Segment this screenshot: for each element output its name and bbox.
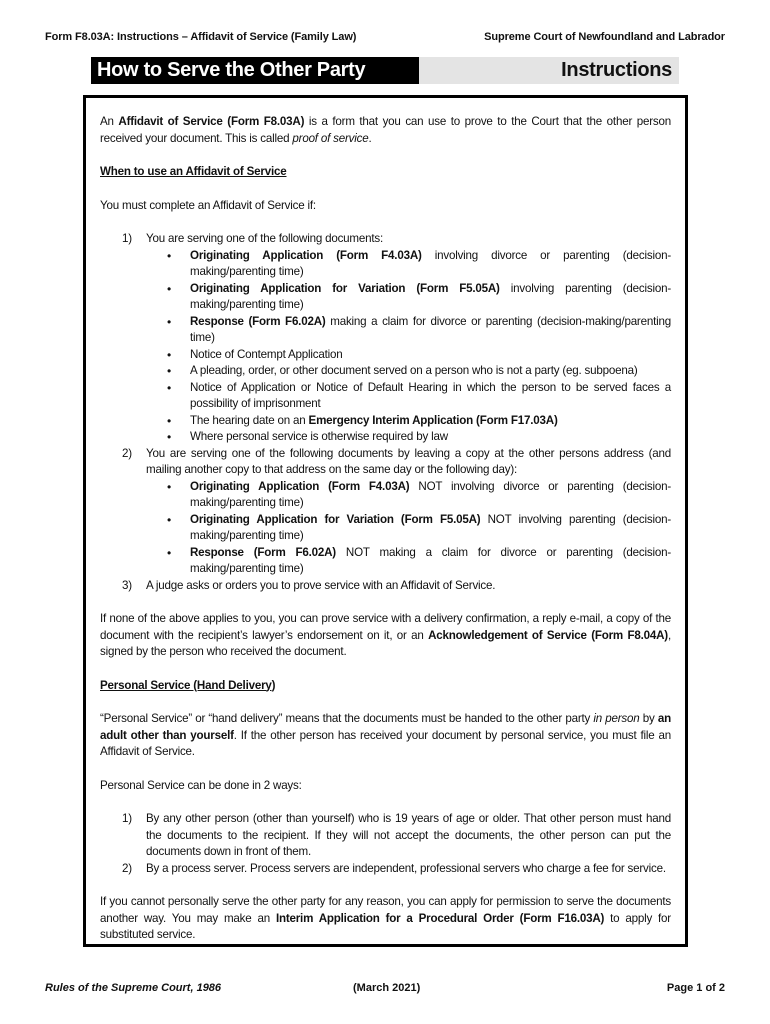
list-item: 2) By a process server. Process servers are independent, professional servers who charge a fee for service. [122,861,666,875]
ways-lead: Personal Service can be done in 2 ways: [100,778,302,792]
list-item: • Response (Form F6.02A) making a claim for divorce or parenting (decision-making/parenting time) [146,314,671,347]
list-item: • Notice of Application or Notice of Default Hearing in which the person to be served faces a possibility of imprisonment [146,380,671,413]
personal-service-heading: Personal Service (Hand Delivery) [100,678,276,692]
list-item: 3) A judge asks or orders you to prove service with an Affidavit of Service. [122,578,496,592]
intro-paragraph: An Affidavit of Service (Form F8.03A) is a form that you can use to prove to the Court that the other person received your document. This is called proof of service. [100,115,671,145]
when-lead: You must complete an Affidavit of Service if: [100,198,316,212]
alternative-proof-paragraph: If none of the above applies to you, you can prove service with a delivery confirmation, a reply e-mail, a copy of the document with the recipient’s lawyer’s endorsement on it, or an Acknowledgement of Service (Form F8.04A), signed by the person who received the document. [100,612,671,658]
page-title: How to Serve the Other Party [91,57,419,84]
list-item: • Originating Application (Form F4.03A) NOT involving divorce or parenting (decision-making/parenting time) [146,479,671,512]
list-item: • Notice of Contempt Application [146,347,671,364]
when-heading: When to use an Affidavit of Service [100,165,287,178]
bullet-list [146,479,671,578]
title-bar [91,57,679,84]
when-list [100,231,671,594]
list-item: • Where personal service is otherwise required by law [146,429,671,446]
header-court-name: Supreme Court of Newfoundland and Labrador [484,31,725,43]
list-item: • Response (Form F6.02A) NOT making a claim for divorce or parenting (decision-making/parenting time) [146,545,671,578]
ways-list [100,811,671,877]
header-form-title: Form F8.03A: Instructions – Affidavit of Service (Family Law) [45,31,357,43]
list-item: • The hearing date on an Emergency Interim Application (Form F17.03A) [146,413,671,430]
list-item: 1) You are serving one of the following documents: • Originating Application (Form F4.03A) involving divorce or parenting (decision-making/parenting time) • Originating Application for Variation (Form F5.05A) involving parenting (decision-making/parenting time) • Response (Form F6.02A) making a claim for divorce or parenting (decision-making/parenting time) • Notice of Contempt Application • A pleading, order, or other document served on a person who is not a party (eg. subpoena) • Notice of Application or Notice of Default Hearing in which the person to be served faces a possibility of imprisonment • The hearing date on an Emergency Interim Application (Form F17.03A) • Where personal service is otherwise required by law [100,231,671,446]
list-item: • Originating Application for Variation (Form F5.05A) NOT involving parenting (decision-making/parenting time) [146,512,671,545]
content-box [83,95,688,947]
substituted-service-paragraph: If you cannot personally serve the other party for any reason, you can apply for permission to serve the documents another way. You may make an Interim Application for a Procedural Order (Form F16.03A) to apply for substituted service. [100,895,671,941]
footer-rules: Rules of the Supreme Court, 1986 [45,982,222,994]
bullet-list [146,248,671,446]
list-item: 1) By any other person (other than yourself) who is 19 years of age or older. That other person must hand the documents to the recipient. If they will not accept the documents, the other person can put the documents down in front of them. [122,812,671,858]
content [100,114,671,944]
instructions-label: Instructions [561,59,672,81]
footer-page-number: Page 1 of 2 [666,982,725,994]
footer-date: (March 2021) [353,982,421,994]
list-item: 2) You are serving one of the following documents by leaving a copy at the other persons address (and mailing another copy to that address on the same day or the following day): • Originating Application (Form F4.03A) NOT involving divorce or parenting (decision-making/parenting time) • Originating Application for Variation (Form F5.05A) NOT involving parenting (decision-making/parenting time) • Response (Form F6.02A) NOT making a claim for divorce or parenting (decision-making/parenting time) [100,446,671,578]
list-item: • Originating Application (Form F4.03A) involving divorce or parenting (decision-making/parenting time) [146,248,671,281]
list-item: • A pleading, order, or other document served on a person who is not a party (eg. subpoena) [146,363,671,380]
list-item: • Originating Application for Variation (Form F5.05A) involving parenting (decision-making/parenting time) [146,281,671,314]
personal-service-definition: “Personal Service” or “hand delivery” means that the documents must be handed to the other party in person by an adult other than yourself. If the other person has received your document by personal service, you must file an Affidavit of Service. [100,712,672,758]
